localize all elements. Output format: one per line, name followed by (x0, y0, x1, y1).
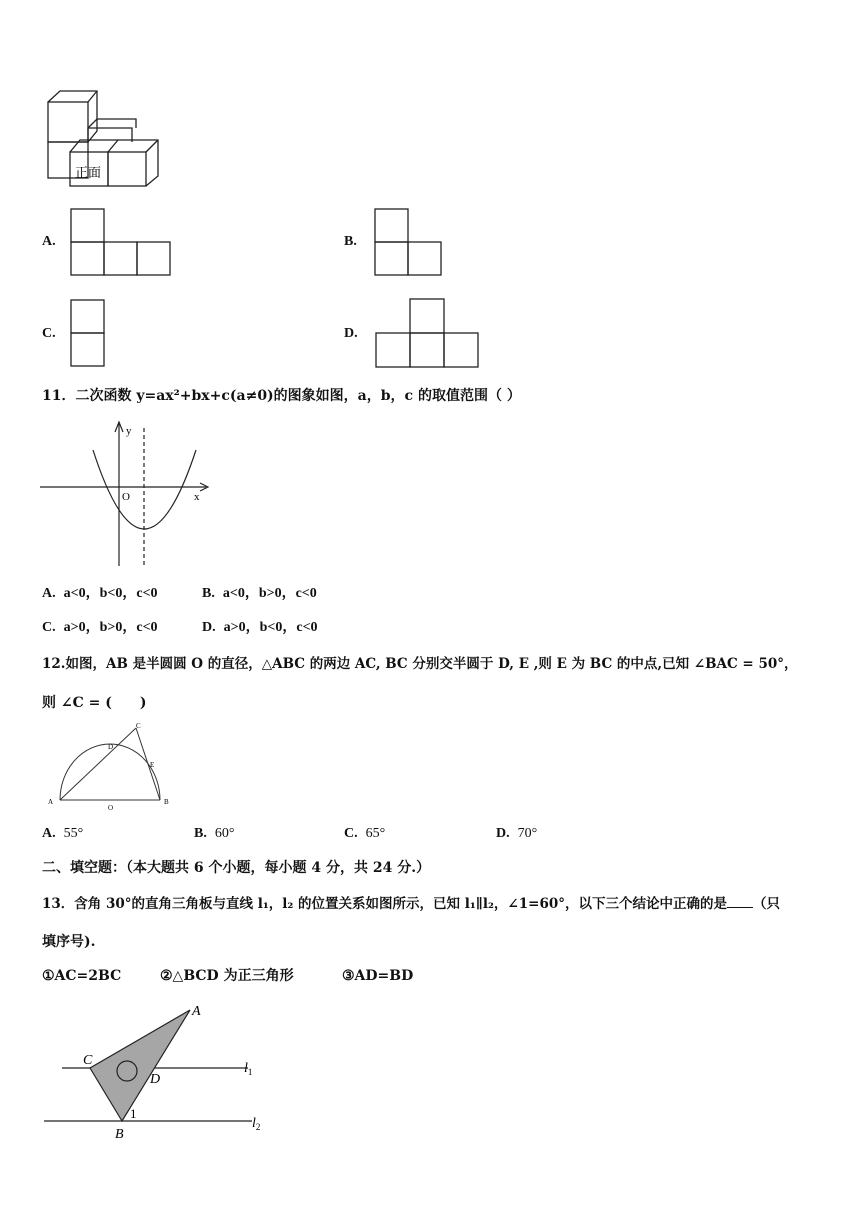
origin-label: O (122, 491, 130, 503)
q12-point-c: C (136, 722, 141, 730)
q12-question-line1: 12.如图，AB 是半圆圆 O 的直径，△ABC 的两边 AC, BC 分别交半圆于 D, E ,则 E 为 BC 的中点,已知 ∠BAC = 50°， (42, 656, 798, 672)
q10-option-d-view (375, 298, 483, 370)
q12-option-a-text: 55° (63, 826, 84, 841)
q10-option-a-view (70, 208, 174, 278)
q13-point-d: D (150, 1072, 161, 1087)
q10-option-c-label[interactable]: C. (42, 326, 56, 341)
q12-question-line2: 则 ∠C = ( ) (42, 695, 147, 711)
q11-option-a-text: a<0，b<0，c<0 (63, 586, 158, 601)
q11-parabola-graph (38, 418, 218, 570)
q13-answer-blank[interactable] (727, 893, 753, 908)
q13-conclusion-1: ①AC=2BC (42, 968, 122, 984)
front-label: 正面 (75, 165, 102, 180)
q12-option-c-text: 65° (365, 826, 386, 841)
q10-option-b-view (374, 208, 444, 278)
q12-point-e: E (150, 761, 155, 769)
q13-conclusion-2: ②△BCD 为正三角形 (160, 968, 294, 984)
y-axis-label: y (126, 425, 132, 437)
q11-option-a-letter: A. (42, 586, 56, 601)
q12-semicircle-figure (40, 722, 180, 814)
q12-option-b[interactable] (194, 826, 234, 842)
x-axis-label: x (194, 491, 200, 503)
q13-line-l1: $l_1$ (244, 1061, 253, 1077)
q11-option-b-letter: B. (202, 586, 215, 601)
q13-angle-1: 1 (130, 1106, 137, 1121)
q11-option-d[interactable] (202, 616, 318, 636)
q11-option-b-text: a<0，b>0，c<0 (222, 586, 317, 601)
q12-point-o: O (108, 804, 114, 812)
q12-option-c[interactable] (344, 826, 385, 842)
q12-option-c-letter: C. (344, 826, 358, 841)
q11-question: 11．二次函数 y=ax²+bx+c(a≠0)的图象如图，a，b，c 的取值范围（ ） (42, 388, 521, 404)
section2-heading: 二、填空题：（本大题共 6 个小题，每小题 4 分，共 24 分.） (42, 860, 431, 876)
q11-option-a[interactable] (42, 582, 158, 602)
q12-option-b-letter: B. (194, 826, 207, 841)
q12-point-b: B (164, 798, 169, 806)
q13-point-a: A (192, 1004, 201, 1019)
q11-option-c-letter: C. (42, 620, 56, 635)
q12-option-a-letter: A. (42, 826, 56, 841)
q11-option-c[interactable] (42, 616, 158, 636)
q13-point-b: B (115, 1127, 124, 1142)
q10-solid-figure (40, 88, 165, 190)
q11-option-b[interactable] (202, 582, 317, 602)
q13-line-l2: $l_2$ (252, 1116, 261, 1132)
q10-option-c-view (70, 299, 108, 369)
q10-option-a-label[interactable]: A. (42, 234, 56, 249)
q13-line1-pre: 13．含角 30°的直角三角板与直线 l₁，l₂ 的位置关系如图所示，已知 l₁∥l₂，∠1=60°，以下三个结论中正确的是 (42, 896, 727, 912)
q13-point-c: C (83, 1053, 93, 1068)
q12-option-d-letter: D. (496, 826, 510, 841)
q12-point-a: A (48, 798, 54, 806)
q12-option-a[interactable] (42, 826, 83, 842)
q12-option-d[interactable] (496, 826, 537, 842)
q11-option-d-text: a>0，b<0，c<0 (223, 620, 318, 635)
q11-option-c-text: a>0，b>0，c<0 (63, 620, 158, 635)
q10-option-b-label[interactable]: B. (344, 234, 357, 249)
q13-question-line2: 填序号). (42, 934, 96, 950)
q11-option-d-letter: D. (202, 620, 216, 635)
q13-line1-post: （只 (753, 896, 780, 912)
q12-option-b-text: 60° (214, 826, 235, 841)
q12-point-d: D (108, 743, 114, 751)
q13-question-line1 (42, 893, 780, 914)
q12-option-d-text: 70° (517, 826, 538, 841)
q13-conclusion-3: ③AD=BD (342, 968, 414, 984)
q13-triangle-figure (40, 1000, 280, 1145)
q10-option-d-label[interactable]: D. (344, 326, 358, 341)
